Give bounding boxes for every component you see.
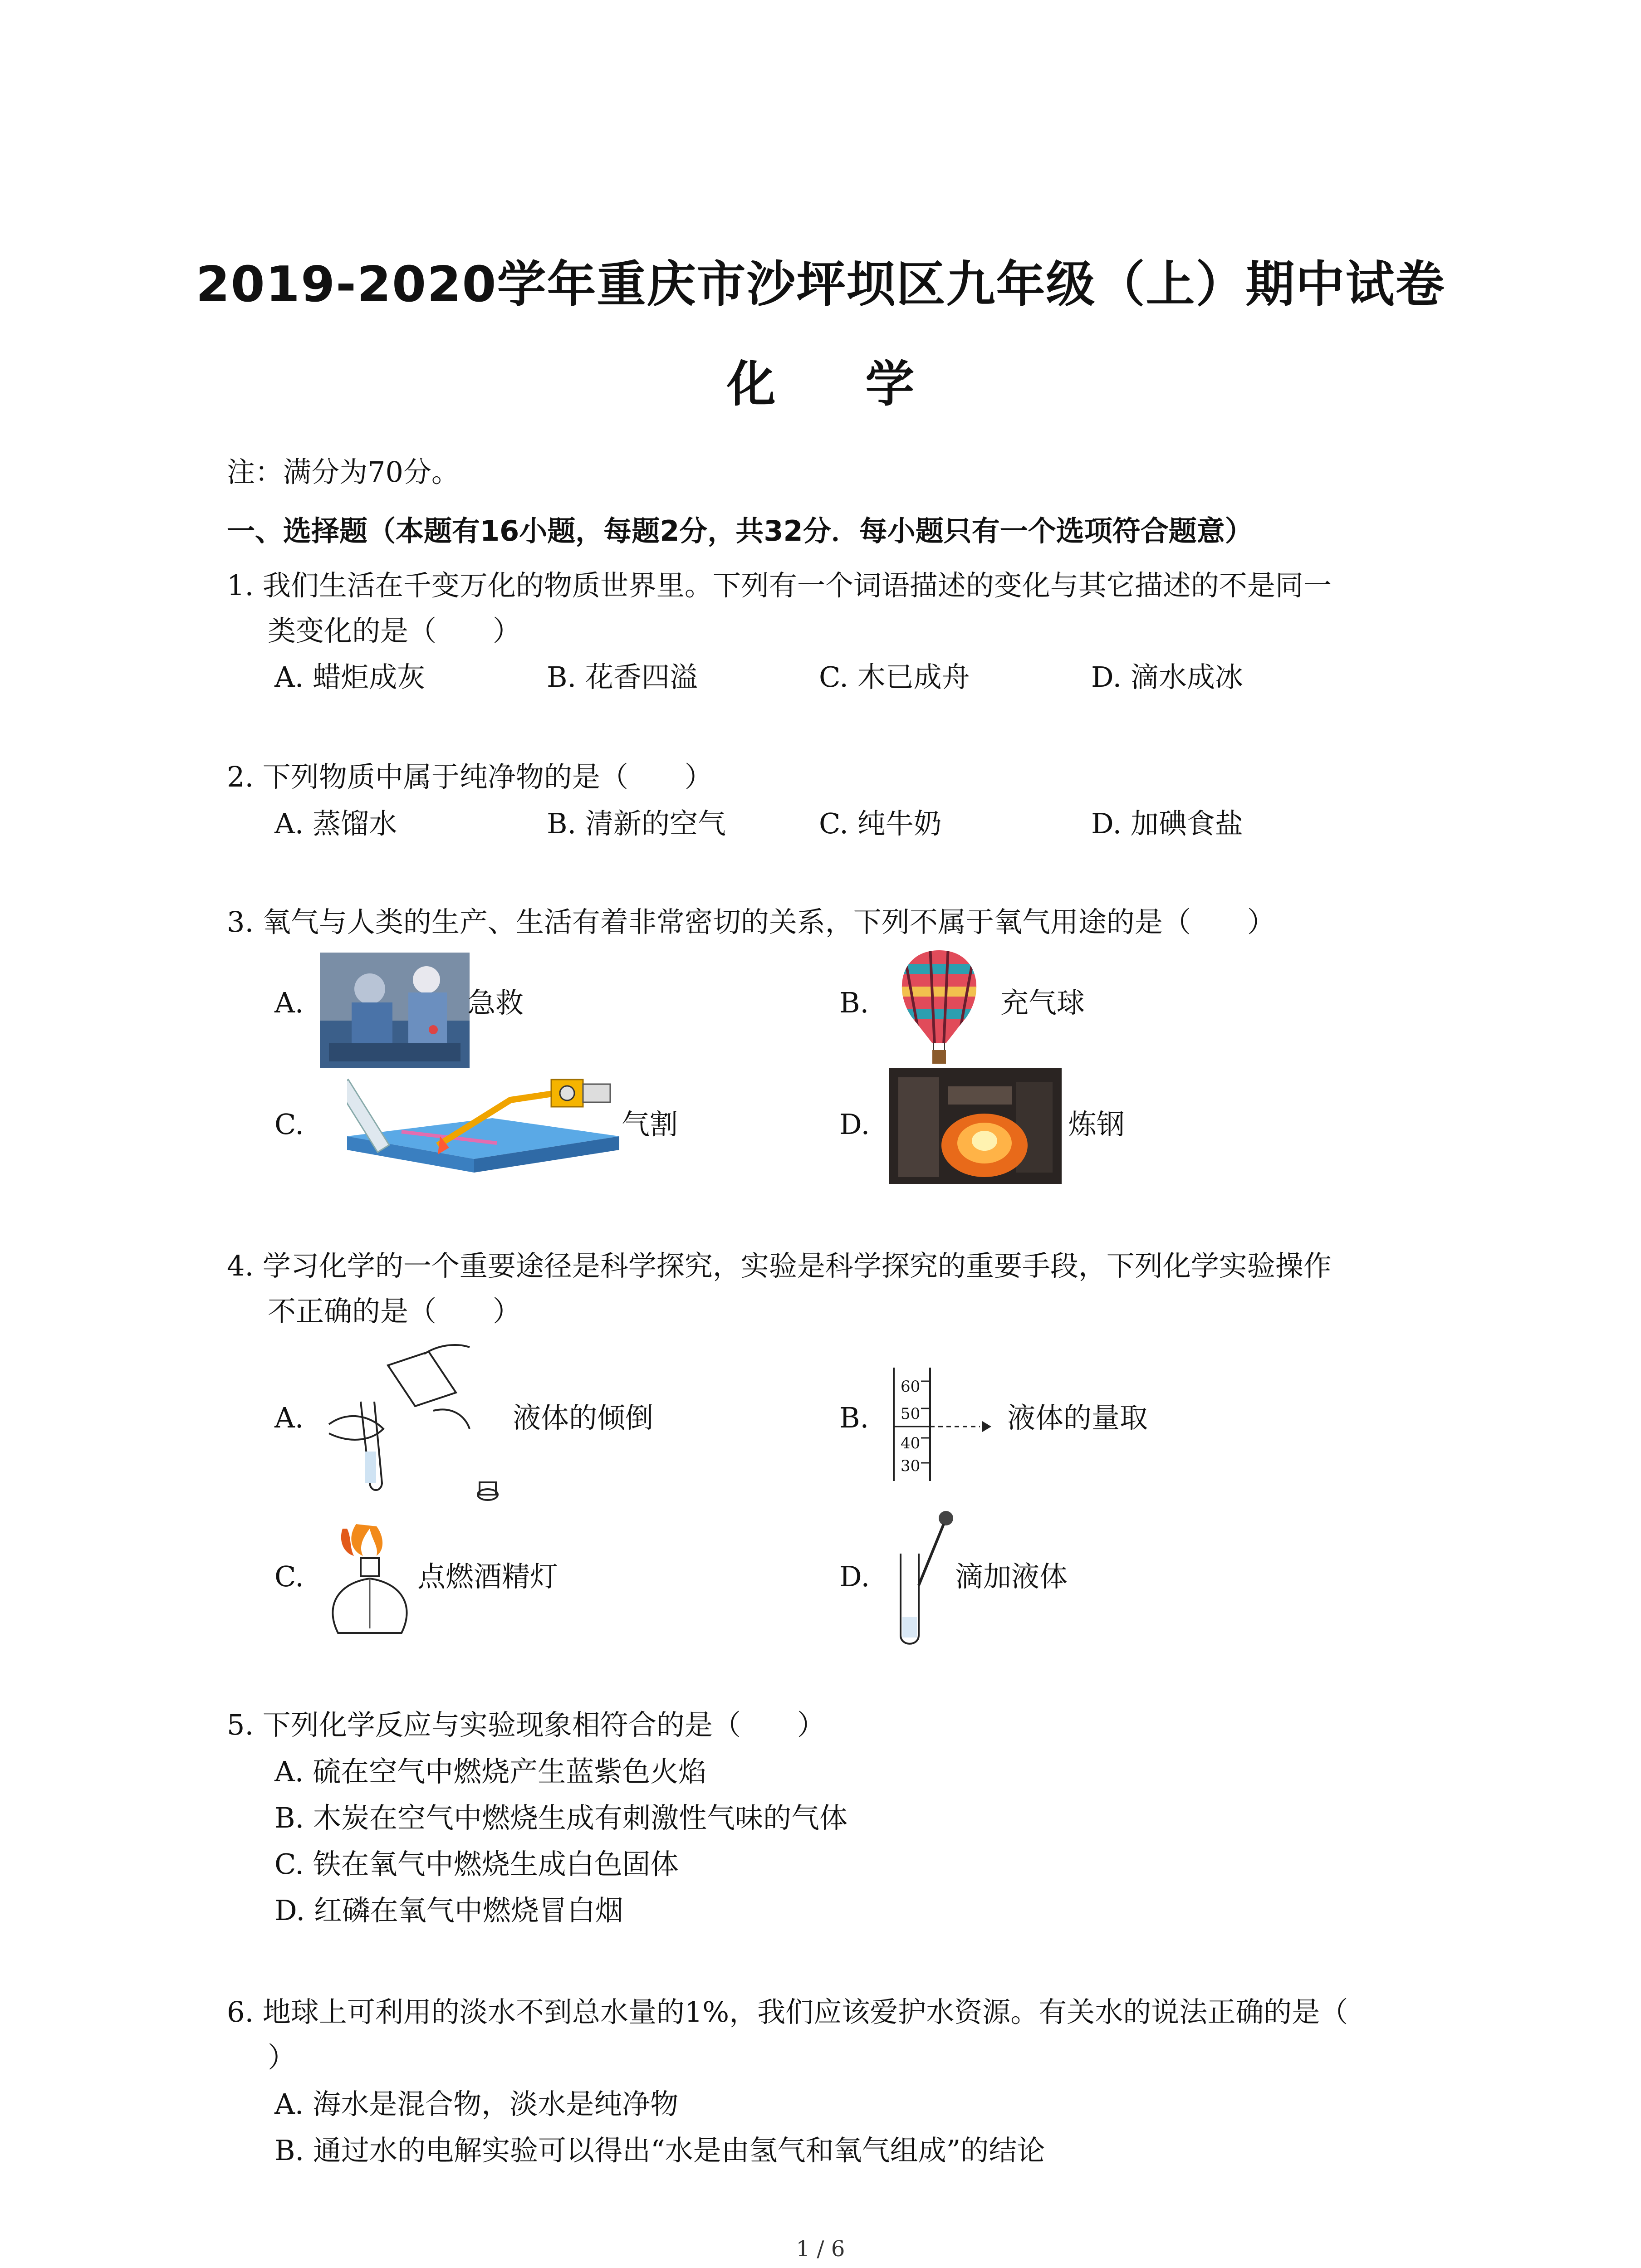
q3-option-a-letter: A. (274, 986, 304, 1019)
q2-stem: 2. 下列物质中属于纯净物的是（ ） (227, 760, 713, 793)
q6-option-b: B. 通过水的电解实验可以得出“水是由氢气和氧气组成”的结论 (274, 2134, 1045, 2167)
q1-option-a: A. 蜡炬成灰 (274, 660, 426, 694)
q4-option-d-text: 滴加液体 (955, 1560, 1068, 1593)
q4-option-c-text: 点燃酒精灯 (417, 1560, 558, 1593)
q4-option-d-letter: D. (839, 1560, 870, 1593)
page-title: 2019-2020学年重庆市沙坪坝区九年级（上）期中试卷 (196, 256, 1445, 313)
q1-option-b: B. 花香四溢 (547, 660, 698, 694)
q4-stem-line2: 不正确的是（ ） (268, 1295, 521, 1328)
surgery-photo-image (320, 953, 470, 1068)
subject-title: 化 学 (726, 356, 951, 413)
q1-option-c: C. 木已成舟 (819, 660, 970, 694)
q3-option-d-text: 炼钢 (1068, 1108, 1125, 1141)
q1-stem-line1: 1. 我们生活在千变万化的物质世界里。下列有一个词语描述的变化与其它描述的不是同一 (227, 569, 1332, 602)
q4-option-a-letter: A. (274, 1401, 304, 1434)
q4-option-b-letter: B. (839, 1401, 869, 1434)
q5-option-d: D. 红磷在氧气中燃烧冒白烟 (274, 1894, 623, 1927)
score-note: 注：满分为70分。 (227, 455, 460, 489)
cylinder-tick-50: 50 (901, 1405, 921, 1423)
dropper-test-tube-diagram-image (892, 1508, 960, 1653)
q1-option-d: D. 滴水成冰 (1091, 660, 1243, 694)
cylinder-tick-60: 60 (901, 1378, 921, 1396)
q4-option-c-letter: C. (274, 1560, 304, 1593)
q3-option-d-letter: D. (839, 1108, 870, 1141)
liquid-pouring-diagram-image (320, 1338, 510, 1506)
q3-option-b-text: 充气球 (1000, 986, 1085, 1019)
q2-option-b: B. 清新的空气 (547, 807, 726, 840)
q3-option-a-text: 急救 (467, 986, 524, 1019)
q4-stem-line1: 4. 学习化学的一个重要途径是科学探究，实验是科学探究的重要手段，下列化学实验操作 (227, 1249, 1332, 1282)
page-number: 1 / 6 (796, 2236, 845, 2262)
hot-air-balloon-image (889, 946, 989, 1073)
q5-stem: 5. 下列化学反应与实验现象相符合的是（ ） (227, 1708, 825, 1741)
q6-stem-line2: ） (268, 2041, 296, 2074)
q6-stem-line1: 6. 地球上可利用的淡水不到总水量的1%，我们应该爱护水资源。有关水的说法正确的是（ (227, 1995, 1348, 2028)
q3-stem: 3. 氧气与人类的生产、生活有着非常密切的关系，下列不属于氧气用途的是（ ） (227, 905, 1275, 938)
cylinder-tick-40: 40 (901, 1434, 921, 1452)
steel-furnace-image (889, 1068, 1062, 1184)
q4-option-a-text: 液体的倾倒 (513, 1401, 654, 1434)
q5-option-a: A. 硫在空气中燃烧产生蓝紫色火焰 (274, 1755, 707, 1788)
q3-option-c-letter: C. (274, 1108, 304, 1141)
q2-option-a: A. 蒸馏水 (274, 807, 397, 840)
alcohol-lamp-diagram-image (320, 1515, 420, 1642)
q1-stem-line2: 类变化的是（ ） (268, 614, 521, 647)
q5-option-b: B. 木炭在空气中燃烧生成有刺激性气味的气体 (274, 1801, 847, 1834)
q2-option-d: D. 加碘食盐 (1091, 807, 1243, 840)
gas-cutting-diagram-image (347, 1068, 619, 1177)
q5-option-c: C. 铁在氧气中燃烧生成白色固体 (274, 1848, 679, 1881)
q3-option-c-text: 气割 (622, 1108, 678, 1141)
section-heading: 一、选择题（本题有16小题，每题2分，共32分．每小题只有一个选项符合题意） (227, 514, 1253, 547)
cylinder-tick-30: 30 (901, 1457, 921, 1475)
q2-option-c: C. 纯牛奶 (819, 807, 942, 840)
q4-option-b-text: 液体的量取 (1007, 1401, 1148, 1434)
q3-option-b-letter: B. (839, 986, 869, 1019)
q6-option-a: A. 海水是混合物，淡水是纯净物 (274, 2087, 679, 2121)
